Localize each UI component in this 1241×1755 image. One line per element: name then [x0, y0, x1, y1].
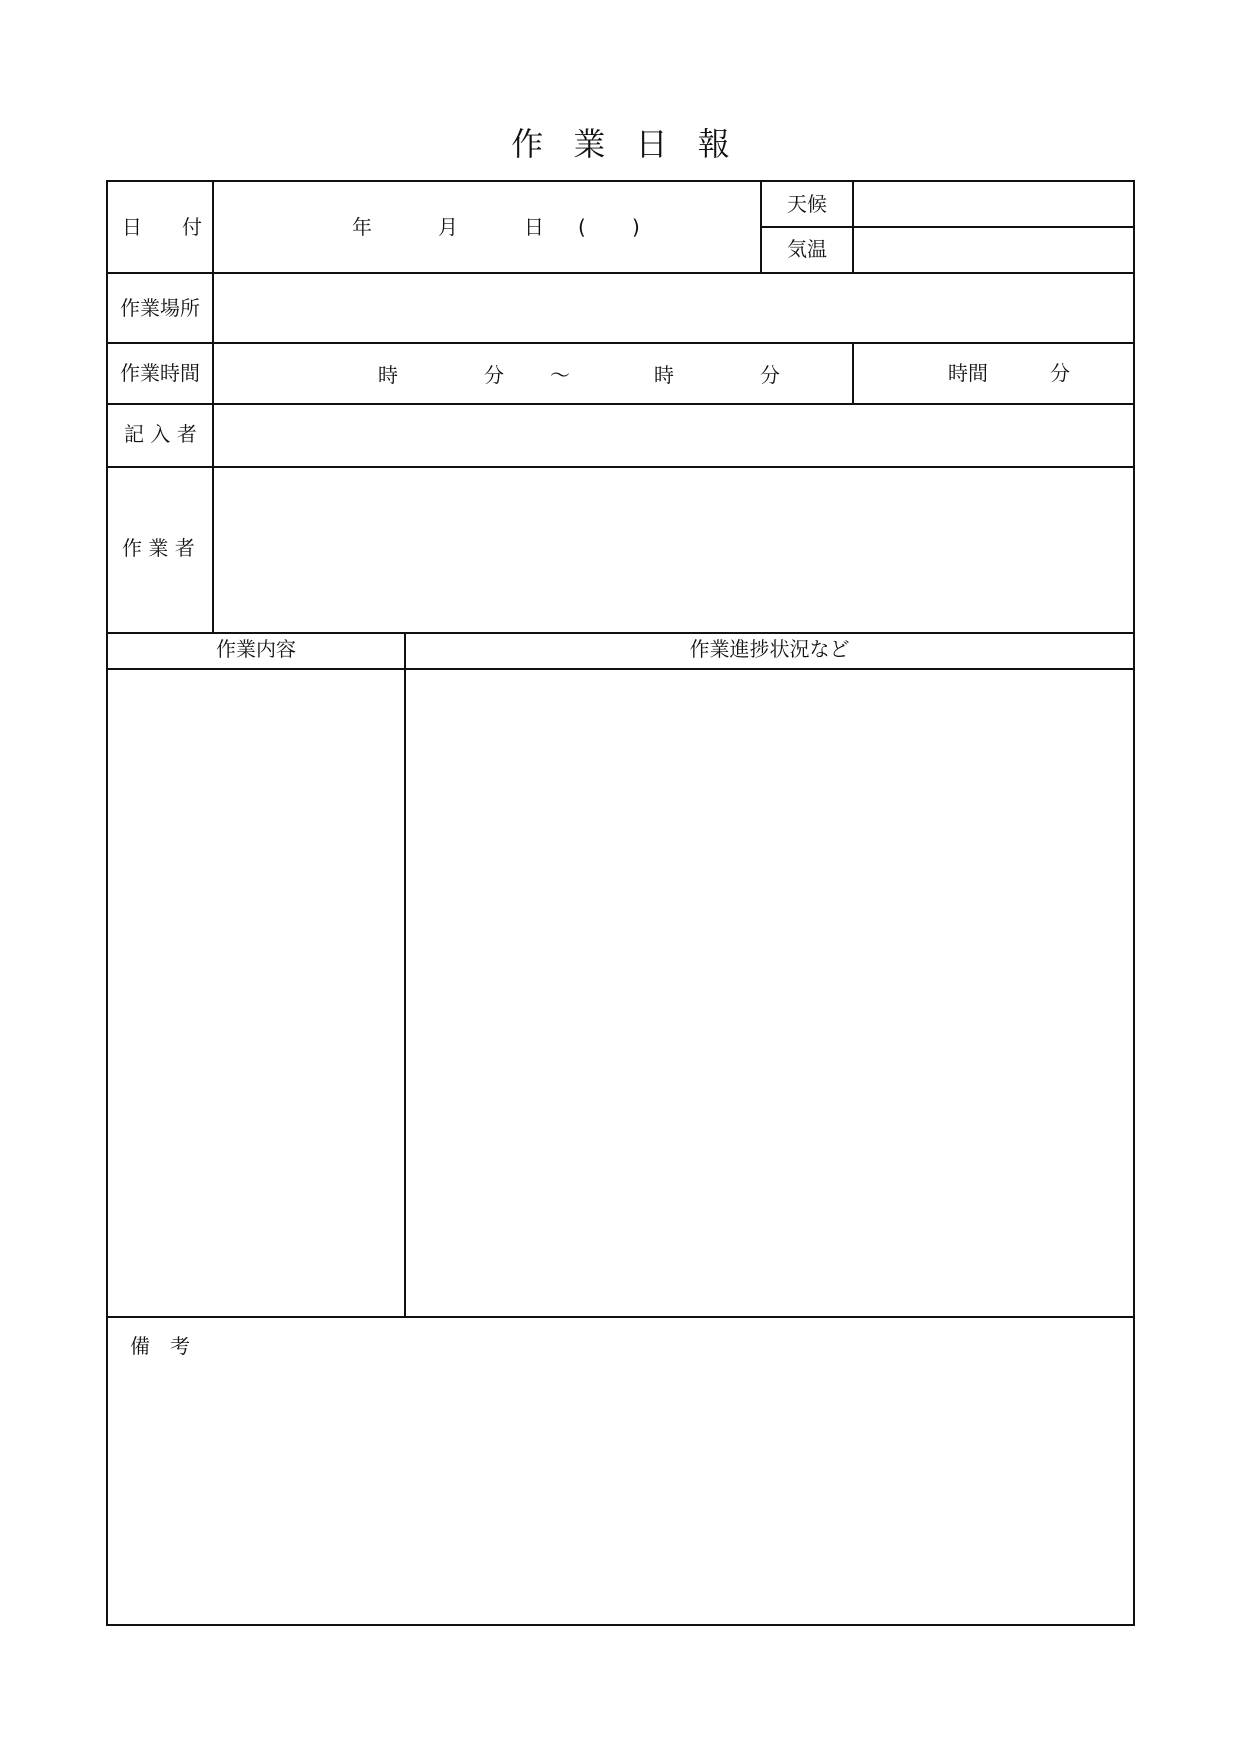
year-unit: 年	[352, 215, 372, 239]
weather-label: 天候	[787, 192, 827, 216]
month-unit: 月	[438, 215, 458, 239]
content-header: 作業内容	[216, 637, 296, 661]
weather-field[interactable]	[854, 182, 1133, 226]
start-hour-unit: 時	[378, 363, 398, 387]
location-field[interactable]	[214, 274, 1133, 342]
progress-header: 作業進捗状況など	[689, 637, 850, 661]
content-area[interactable]	[108, 670, 404, 1316]
remarks-area[interactable]	[108, 1318, 1133, 1624]
total-minutes-unit: 分	[1050, 361, 1070, 385]
temperature-label: 気温	[787, 237, 827, 261]
total-hours-unit: 時間	[948, 361, 988, 385]
total-time-field[interactable]	[854, 344, 1133, 403]
work-time-label: 作業時間	[120, 361, 200, 385]
end-minute-unit: 分	[760, 363, 780, 387]
day-unit: 日	[524, 215, 544, 239]
row-divider	[108, 632, 1133, 634]
tilde-separator: 〜	[550, 363, 570, 387]
recorder-label: 記 入 者	[124, 422, 197, 446]
recorder-field[interactable]	[214, 405, 1133, 466]
daily-work-report-form	[106, 180, 1135, 1626]
weekday-close-paren: )	[632, 215, 640, 239]
work-time-field[interactable]	[214, 344, 852, 403]
date-label: 日 付	[122, 215, 202, 239]
weekday-open-paren: (	[578, 215, 586, 239]
end-hour-unit: 時	[654, 363, 674, 387]
location-label: 作業場所	[120, 296, 200, 320]
workers-field[interactable]	[214, 468, 1133, 632]
progress-area[interactable]	[406, 670, 1133, 1316]
workers-label: 作 業 者	[122, 536, 195, 560]
start-minute-unit: 分	[484, 363, 504, 387]
page-title: 作 業 日 報	[511, 125, 740, 163]
date-field[interactable]	[214, 182, 760, 272]
temperature-field[interactable]	[854, 228, 1133, 272]
remarks-label: 備 考	[130, 1334, 190, 1358]
